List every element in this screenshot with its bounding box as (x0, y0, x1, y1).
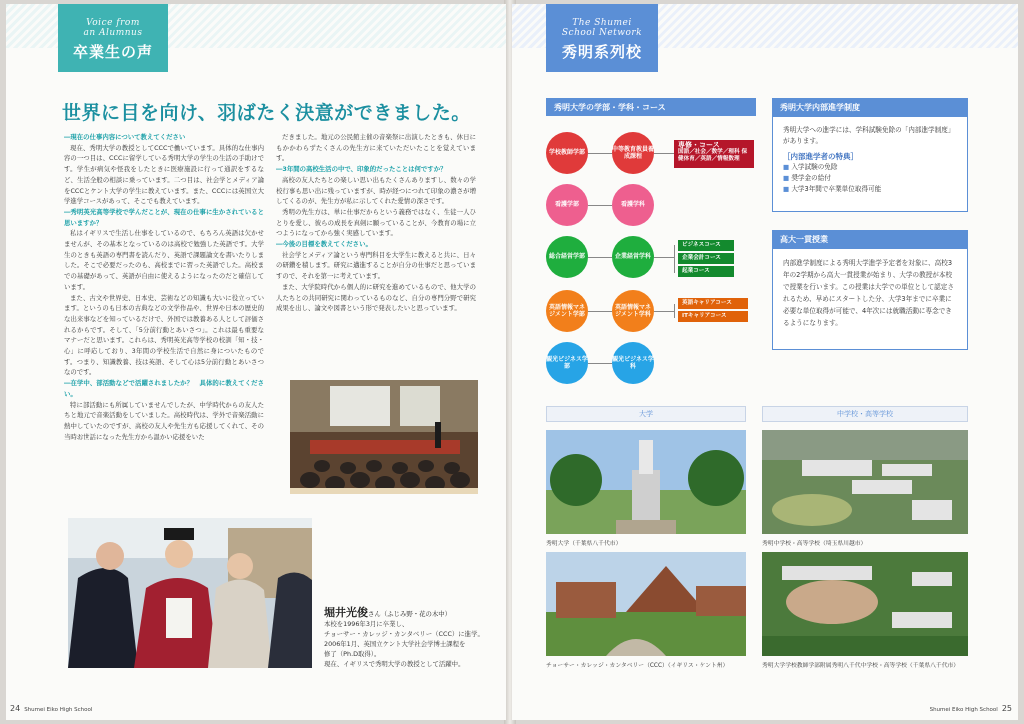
ccc-photo (546, 552, 746, 656)
right-page (512, 4, 1018, 720)
tab-en-1: Voice from (86, 18, 140, 28)
profile-line: チョーサー・カレッジ・カンタベリー（CCC）に進学。 (324, 630, 484, 638)
alumnus-origin: さん（ふじみ野・花の木中） (368, 610, 452, 618)
integrated-class-box (772, 248, 968, 350)
internal-admission-box (772, 116, 968, 212)
profile-line: 2006年1月、英国立ケント大学社会学博士課程を (324, 640, 466, 648)
school-subhead: 中学校・高等学校 (762, 406, 968, 422)
course-it-career: ITキャリアコース (678, 311, 748, 322)
connector (654, 153, 674, 154)
shumei-school-aerial (762, 430, 968, 534)
interview-answer: 特に部活動にも所属していませんでしたが、中学時代からの友人たちと地元で音楽活動をしていました。高校時代は、学外で音楽活動に熱中していたのですが、高校の友人や先生方も応援してくれて、その当時お世話になった先生方から温かい応援をいた (64, 400, 264, 441)
school-name: Shumei Eiko High School (929, 707, 998, 713)
integrated-class-title: 高大一貫授業 (772, 230, 968, 248)
interview-question: ―3年間の高校生活の中で、印象的だったことは何ですか？ (276, 165, 447, 174)
connector (674, 245, 675, 273)
tab-en-1: The Shumei (572, 18, 632, 28)
interview-answer: 私はイギリスで生活し仕事をしているので、もちろん英語は欠かせませんが、その基本となっているのは高校で勉強した英語です。大学生のときも英語の専門書を読んだり、英語で課題論文を書いたりしました。そこで必要だったのも、高校までに習った英語でした。高校までの基礎があって、英語が自由に使えるようになったのだと確信しています。 (64, 229, 264, 291)
connector (588, 311, 612, 312)
tab-en-2: an Alumnus (83, 28, 143, 38)
interview-answer: 現在、秀明大学の教授としてCCCで働いています。具体的な仕事内容の一つ目は、CCCに留学している秀明大学の学生の生活の手助けです。学生が病気や怪我をしたときに医療施設に行って通訳をするなど、生活全般の相談に乗っています。二つ目は、社会学とメディア論をCCCとケント大学の学生に教えています。また、CCCには英国立大学進学コースがあって、そこでも教えています。 (64, 143, 264, 206)
node-tourism-dept: 観光ビジネス学科 (612, 342, 654, 384)
connector (588, 363, 612, 364)
faculty-chart-band: 秀明大学の学部・学科・コース (546, 98, 756, 116)
node-english-dept: 英語情報マネジメント学科 (612, 290, 654, 332)
caption-yachiyo-school: 秀明大学学校教師学部附属秀明八千代中学校・高等学校（千葉県八千代市） (762, 663, 960, 669)
interview-question: ―今後の目標を教えてください。 (276, 240, 372, 249)
benefit-item: ■ 奨学金の給付 (783, 173, 957, 184)
section-tab-network (546, 4, 658, 72)
profile-line: 修了（Ph.D取得）。 (324, 650, 381, 658)
tab-en-2: School Network (561, 28, 643, 38)
teacher-course-box (674, 140, 754, 168)
interview-answer: 社会学とメディア論という専門科目を大学生に教えると共に、日々の研鑽を積します。研究に邁進することが自分の仕事だと思っていますので、それを第一に考えています。 (276, 250, 476, 281)
course-business: ビジネスコース (678, 240, 734, 251)
caption-ccc: チョーサー・カレッジ・カンタベリー（CCC）（イギリス・ケント州） (546, 663, 729, 669)
tab-title: 卒業生の声 (72, 43, 153, 61)
connector (588, 205, 612, 206)
node-teacher-faculty: 学校教師学部 (546, 132, 588, 174)
page-number-left: 24 Shumei Eiko High School (10, 704, 93, 713)
integrated-class-text: 内部進学制度による秀明大学進学予定者を対象に、高校3年の2学期から高大一貫授業が始まり、大学の教授が本校で授業を行います。この授業は大学での単位として認定されるため、早めにスタートした分、大学3年までに卒業に必要な単位取得が可能で、4年次には就職活動に専念できるようになります。 (783, 259, 954, 327)
node-teacher-course: 中等教育教員養成課程 (612, 132, 654, 174)
teacher-course-detail: 国語／社会／数学／理科 保健体育／英語／情報数理 (678, 149, 748, 162)
benefit-item: ■ 大学3年間で卒業単位取得可能 (783, 184, 957, 195)
university-photo (546, 430, 746, 534)
connector (588, 153, 612, 154)
interview-answer: 高校の友人たちとの楽しい思い出もたくさんありますし、数々の学校行事も思い出に残っていますが、時が経つにつれて印象の濃さが増してくるのが、先生方が私に示してくれた愛情の深さです。 (276, 175, 476, 206)
course-english-career: 英語キャリアコース (678, 298, 748, 309)
interview-answer: また、大学院時代から個人的に研究を進めているもので、他大学の人たちとの共同研究に関わっているものなど、自分の専門分野で研究成果を出し、論文や図書という形で発表したいと思っています。 (276, 282, 476, 313)
tab-title: 秀明系列校 (561, 43, 642, 61)
connector (674, 304, 675, 318)
teacher-course-title: 専修・コース (678, 141, 720, 149)
lecture-photo (290, 380, 478, 494)
node-english-faculty: 英語情報マネジメント学部 (546, 290, 588, 332)
course-accounting: 企業会計コース (678, 253, 734, 264)
node-business-dept: 企業経営学科 (612, 236, 654, 278)
internal-admission-text: 秀明大学への進学には、学科試験免除の「内部進学制度」があります。 (783, 126, 955, 145)
caption-university: 秀明大学（千葉県八千代市） (546, 541, 622, 547)
section-tab-alumni (58, 4, 168, 72)
graduation-photo (68, 518, 312, 668)
node-tourism-faculty: 観光ビジネス学部 (546, 342, 588, 384)
interview-question: ―秀明英光高等学校で学んだことが、現在の仕事に生かされていると思いますか？ (64, 207, 264, 227)
school-name: Shumei Eiko High School (24, 707, 93, 713)
internal-admission-title: 秀明大学内部進学制度 (772, 98, 968, 116)
profile-line: 現在、イギリスで秀明大学の教授として活躍中。 (324, 660, 465, 668)
benefits-heading: ［内部進学者の特典］ (783, 152, 858, 161)
page-headline: 世界に目を向け、羽ばたく決意ができました。 (62, 102, 471, 124)
article-column-1 (64, 132, 264, 442)
connector (654, 311, 674, 312)
page-number-right: Shumei Eiko High School 25 (929, 704, 1012, 713)
interview-answer: 秀明の先生方は、単に仕事だからという義務ではなく、生徒一人ひとりを愛し、彼らの成長を真剣に願っていることが、今教育の場に立つようになってから強く実感しています。 (276, 207, 476, 238)
node-business-faculty: 総合経営学部 (546, 236, 588, 278)
connector (654, 257, 674, 258)
yachiyo-school-aerial (762, 552, 968, 656)
article-column-2 (276, 132, 476, 314)
benefit-item: ■ 入学試験の免除 (783, 162, 957, 173)
alumnus-profile (324, 608, 504, 669)
interview-question: ―在学中、部活動などで活躍されましたか？ 具体的に教えてください。 (64, 379, 264, 398)
left-page (6, 4, 506, 720)
alumnus-name: 堀井光俊 (324, 606, 368, 619)
course-startup: 起業コース (678, 266, 734, 277)
interview-answer: だきました。地元の公民館主催の音楽祭に出演したときも、休日にもかかわらずたくさんの先生方に来ていただいたことを覚えています。 (276, 133, 476, 163)
interview-question: ―現在の仕事内容について教えてください (64, 133, 186, 141)
interview-answer: また、古文や世界史、日本史、芸術などの知識も大いに役立っています。というのも日本の古典などの文学作品や、世界や日本の歴史的な出来事などを知っているだけで、外国では教養ある人として評価されるからです。そして、「5分前行動とあいさつ」。これは最も重要なマナーだと思います。これらは、秀明英光高等学校の校訓「知・技・心」に呼応しており、3年間の学校生活で自然に身についたものです。つまり、知識教養、技は英語、そして心は5分前行動とあいさつなのです。 (64, 293, 264, 377)
university-subhead: 大学 (546, 406, 746, 422)
node-nursing-faculty: 看護学部 (546, 184, 588, 226)
node-nursing-dept: 看護学科 (612, 184, 654, 226)
caption-shumei-school: 秀明中学校・高等学校（埼玉県川越市） (762, 541, 867, 547)
profile-line: 本校を1996年3月に卒業し、 (324, 620, 409, 628)
connector (588, 257, 612, 258)
